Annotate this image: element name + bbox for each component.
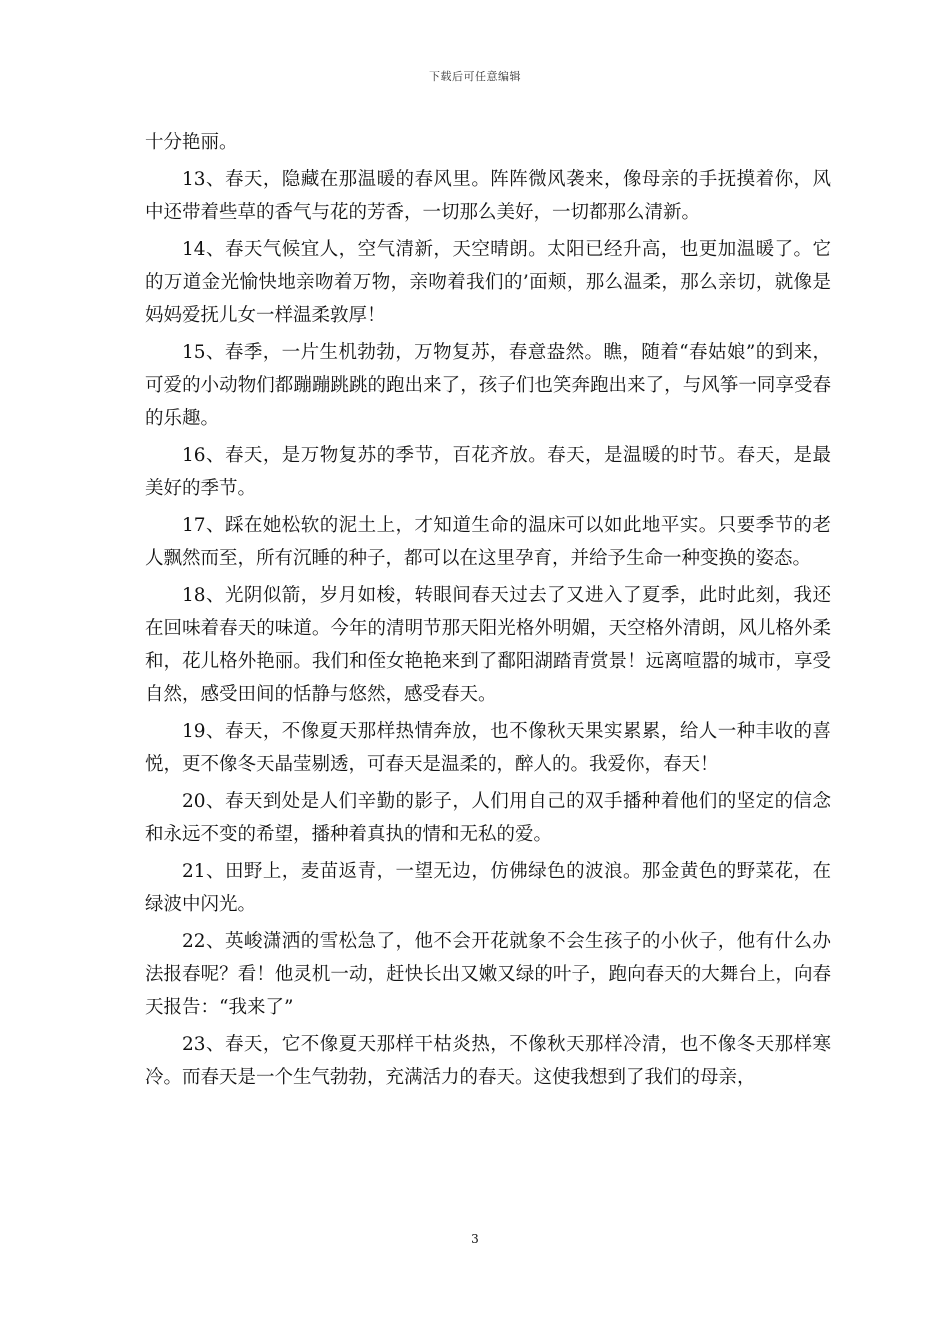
paragraph-21: 21、田野上，麦苗返青，一望无边，仿佛绿色的波浪。那金黄色的野菜花，在绿波中闪光。 [145,861,831,915]
paragraph-19: 19、春天，不像夏天那样热情奔放，也不像秋天果实累累，给人一种丰收的喜悦，更不像冬天晶莹剔透，可春天是温柔的，醉人的。我爱你，春天！ [145,721,831,775]
paragraph-23: 23、春天，它不像夏天那样干枯炎热，不像秋天那样冷清，也不像冬天那样寒冷。而春天是一个生气勃勃，充满活力的春天。这使我想到了我们的母亲， [145,1034,831,1088]
paragraph-14: 14、春天气候宜人，空气清新，天空晴朗。太阳已经升高，也更加温暖了。它的万道金光愉快地亲吻着万物，亲吻着我们的’面颊，那么温柔，那么亲切，就像是妈妈爱抚儿女一样温柔敦厚！ [145,239,831,326]
paragraph-13: 13、春天，隐藏在那温暖的春风里。阵阵微风袭来，像母亲的手抚摸着你，风中还带着些草的香气与花的芳香，一切那么美好，一切都那么清新。 [145,169,831,223]
paragraph-20: 20、春天到处是人们辛勤的影子，人们用自己的双手播种着他们的坚定的信念和永远不变的希望，播种着真执的情和无私的爱。 [145,791,831,845]
paragraph-18: 18、光阴似箭，岁月如梭，转眼间春天过去了又进入了夏季，此时此刻，我还在回味着春天的味道。今年的清明节那天阳光格外明媚，天空格外清朗，风儿格外柔和，花儿格外艳丽。我们和侄女艳艳来到了鄱阳湖踏青赏景！远离喧嚣的城市，享受自然，感受田间的恬静与悠然，感受春天。 [145,585,831,705]
paragraph-continuation: 十分艳丽。 [145,132,238,153]
page-number: 3 [471,1232,479,1246]
page-header: 下载后可任意编辑 [429,70,521,83]
paragraph-22: 22、英峻潇洒的雪松急了，他不会开花就象不会生孩子的小伙子，他有什么办法报春呢？看！他灵机一动，赶快长出又嫩又绿的叶子，跑向春天的大舞台上，向春天报告：“我来了” [145,931,831,1018]
document-body [145,126,831,1098]
paragraph-15: 15、春季，一片生机勃勃，万物复苏，春意盎然。瞧，随着“春姑娘”的到来，可爱的小动物们都蹦蹦跳跳的跑出来了，孩子们也笑奔跑出来了，与风筝一同享受春的乐趣。 [145,342,831,429]
paragraph-16: 16、春天，是万物复苏的季节，百花齐放。春天，是温暖的时节。春天，是最美好的季节。 [145,445,831,499]
paragraph-17: 17、踩在她松软的泥土上，才知道生命的温床可以如此地平实。只要季节的老人飘然而至，所有沉睡的种子，都可以在这里孕育，并给予生命一种变换的姿态。 [145,515,831,569]
